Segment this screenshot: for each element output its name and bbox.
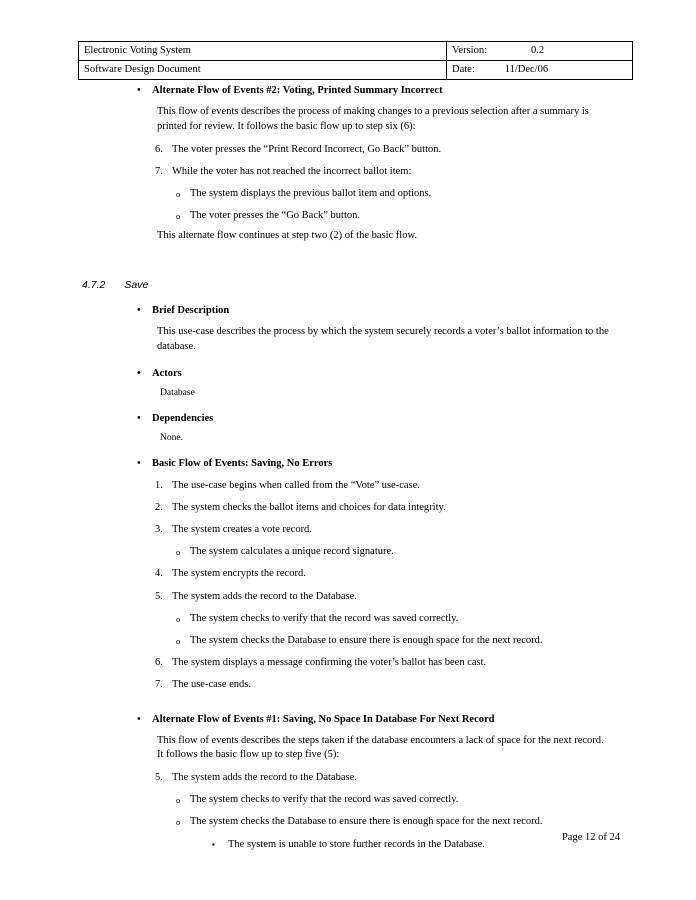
basic-flow-step-6 [0,656,696,670]
header-row-version [79,42,633,61]
list-number: 1. [155,479,163,491]
alt-flow-1-step-5 [0,771,696,785]
spacer [0,400,696,412]
list-item-text: The system checks the ballot items and choices for data integrity. [172,501,446,513]
actors-value: Database [160,387,195,398]
dependencies-heading [0,412,696,426]
list-item-text: The system adds the record to the Database. [172,590,357,602]
list-number: 5. [155,590,163,602]
list-number: 5. [155,772,163,784]
list-number: 6. [155,657,163,669]
circle-bullet-icon: o [176,817,181,828]
header-version-cell [447,42,633,61]
page-number-label: Page 12 of 24 [561,832,620,843]
header-document-subtitle: Software Design Document [79,61,447,80]
list-item-text: The voter presses the “Print Record Incorrect, Go Back” button. [172,143,442,155]
actors-heading [0,367,696,381]
page-footer [0,832,620,845]
circle-bullet-icon: o [176,613,181,624]
basic-flow-step-4 [0,567,696,581]
list-item-text: The use-case ends. [172,679,252,691]
alt-flow-1-step-5-substep-a [0,793,696,807]
list-number: 7. [155,165,163,177]
actors-heading-label: Actors [152,367,182,379]
section-heading-4-7-2 [0,278,696,292]
section-number: 4.7.2 [82,278,106,291]
spacer [0,355,696,367]
list-item-text: The system checks the Database to ensure there is enough space for the next record. [190,816,543,828]
spacer [0,693,696,713]
basic-flow-step-1 [0,479,696,493]
list-item-text: While the voter has not reached the incorrect ballot item: [172,165,412,177]
circle-bullet-icon: o [176,795,181,806]
list-number: 7. [155,679,163,691]
circle-bullet-icon: o [176,188,181,199]
alt-flow-2-heading-label: Alternate Flow of Events #2: Voting, Printed Summary Incorrect [152,85,443,96]
header-date-cell [447,61,633,80]
basic-flow-heading-label: Basic Flow of Events: Saving, No Errors [152,457,333,469]
list-item-text: The system checks the Database to ensure there is enough space for the next record. [190,634,543,646]
bullet-icon: • [137,367,141,379]
basic-flow-heading [0,457,696,471]
circle-bullet-icon: o [176,635,181,646]
alt-flow-2-step-6 [0,143,696,157]
header-date-label: Date: [452,64,475,76]
basic-flow-step-7 [0,678,696,692]
list-item-text: The system displays a message confirming the voter’s ballot has been cast. [172,657,487,669]
alt-flow-1-step-5-substep-b [0,815,696,829]
basic-flow-step-2 [0,501,696,515]
list-item-text: The system is unable to store further records in the Database. [228,838,485,850]
basic-flow-step-5-substep-a [0,612,696,626]
list-item-text: The system encrypts the record. [172,568,306,580]
basic-flow-step-3 [0,523,696,537]
dependencies-value: None. [160,432,183,443]
list-item-text: The use-case begins when called from the “Vote” use-case. [172,479,420,491]
bullet-icon: • [137,305,141,317]
brief-description-text: This use-case describes the process by which the system securely records a voter’s ballot information to the database. [157,326,609,352]
brief-description-heading [0,304,696,318]
bullet-icon: • [137,457,141,469]
header-document-title: Electronic Voting System [79,42,447,61]
bullet-icon: • [137,412,141,424]
list-number: 4. [155,568,163,580]
list-item-text: The voter presses the “Go Back” button. [190,210,360,222]
dependencies-heading-label: Dependencies [152,412,214,424]
spacer [0,292,696,304]
brief-description-heading-label: Brief Description [152,305,230,317]
list-number: 2. [155,501,163,513]
header-version-value: 0.2 [531,45,545,57]
basic-flow-step-3-substep [0,545,696,559]
list-item-text: The system checks to verify that the record was saved correctly. [190,612,459,624]
document-header-table [78,41,633,80]
alt-flow-2-heading [0,84,696,98]
alt-flow-1-heading-label: Alternate Flow of Events #1: Saving, No Space In Database For Next Record [152,713,495,725]
alt-flow-1-description: This flow of events describes the steps taken if the database encounters a lack of space for the next record. It follows the basic flow up to step five (5): [157,734,604,761]
alt-flow-2-substep-1 [0,187,696,201]
section-title: Save [124,278,149,291]
document-body [0,84,696,852]
spacer [0,445,696,457]
spacer [0,244,696,278]
alt-flow-2-step-7 [0,165,696,179]
header-version-label: Version: [452,45,487,57]
list-item-text: The system adds the record to the Database. [172,772,357,784]
list-item-text: The system checks to verify that the record was saved correctly. [190,794,459,806]
bullet-icon: • [137,713,141,725]
circle-bullet-icon: o [176,547,181,558]
list-item-text: The system calculates a unique record signature. [190,546,394,558]
bullet-icon: • [137,85,141,96]
alt-flow-2-closing: This alternate flow continues at step two (2) of the basic flow. [157,230,417,242]
alt-flow-1-heading [0,713,696,727]
circle-bullet-icon: o [176,211,181,222]
alt-flow-2-description: This flow of events describes the process of making changes to a previous selection after a summary is printed for review. It follows the basic flow up to step six (6): [157,106,589,132]
basic-flow-step-5-substep-b [0,634,696,648]
header-row-date [79,61,633,80]
list-item-text: The system creates a vote record. [172,524,312,536]
list-item-text: The system displays the previous ballot item and options. [190,187,432,199]
header-date-value: 11/Dec/06 [504,64,549,76]
alt-flow-2-substep-2 [0,209,696,223]
list-number: 3. [155,524,163,536]
basic-flow-step-5 [0,590,696,604]
list-number: 6. [155,143,163,155]
square-bullet-icon: ▪ [212,839,215,849]
